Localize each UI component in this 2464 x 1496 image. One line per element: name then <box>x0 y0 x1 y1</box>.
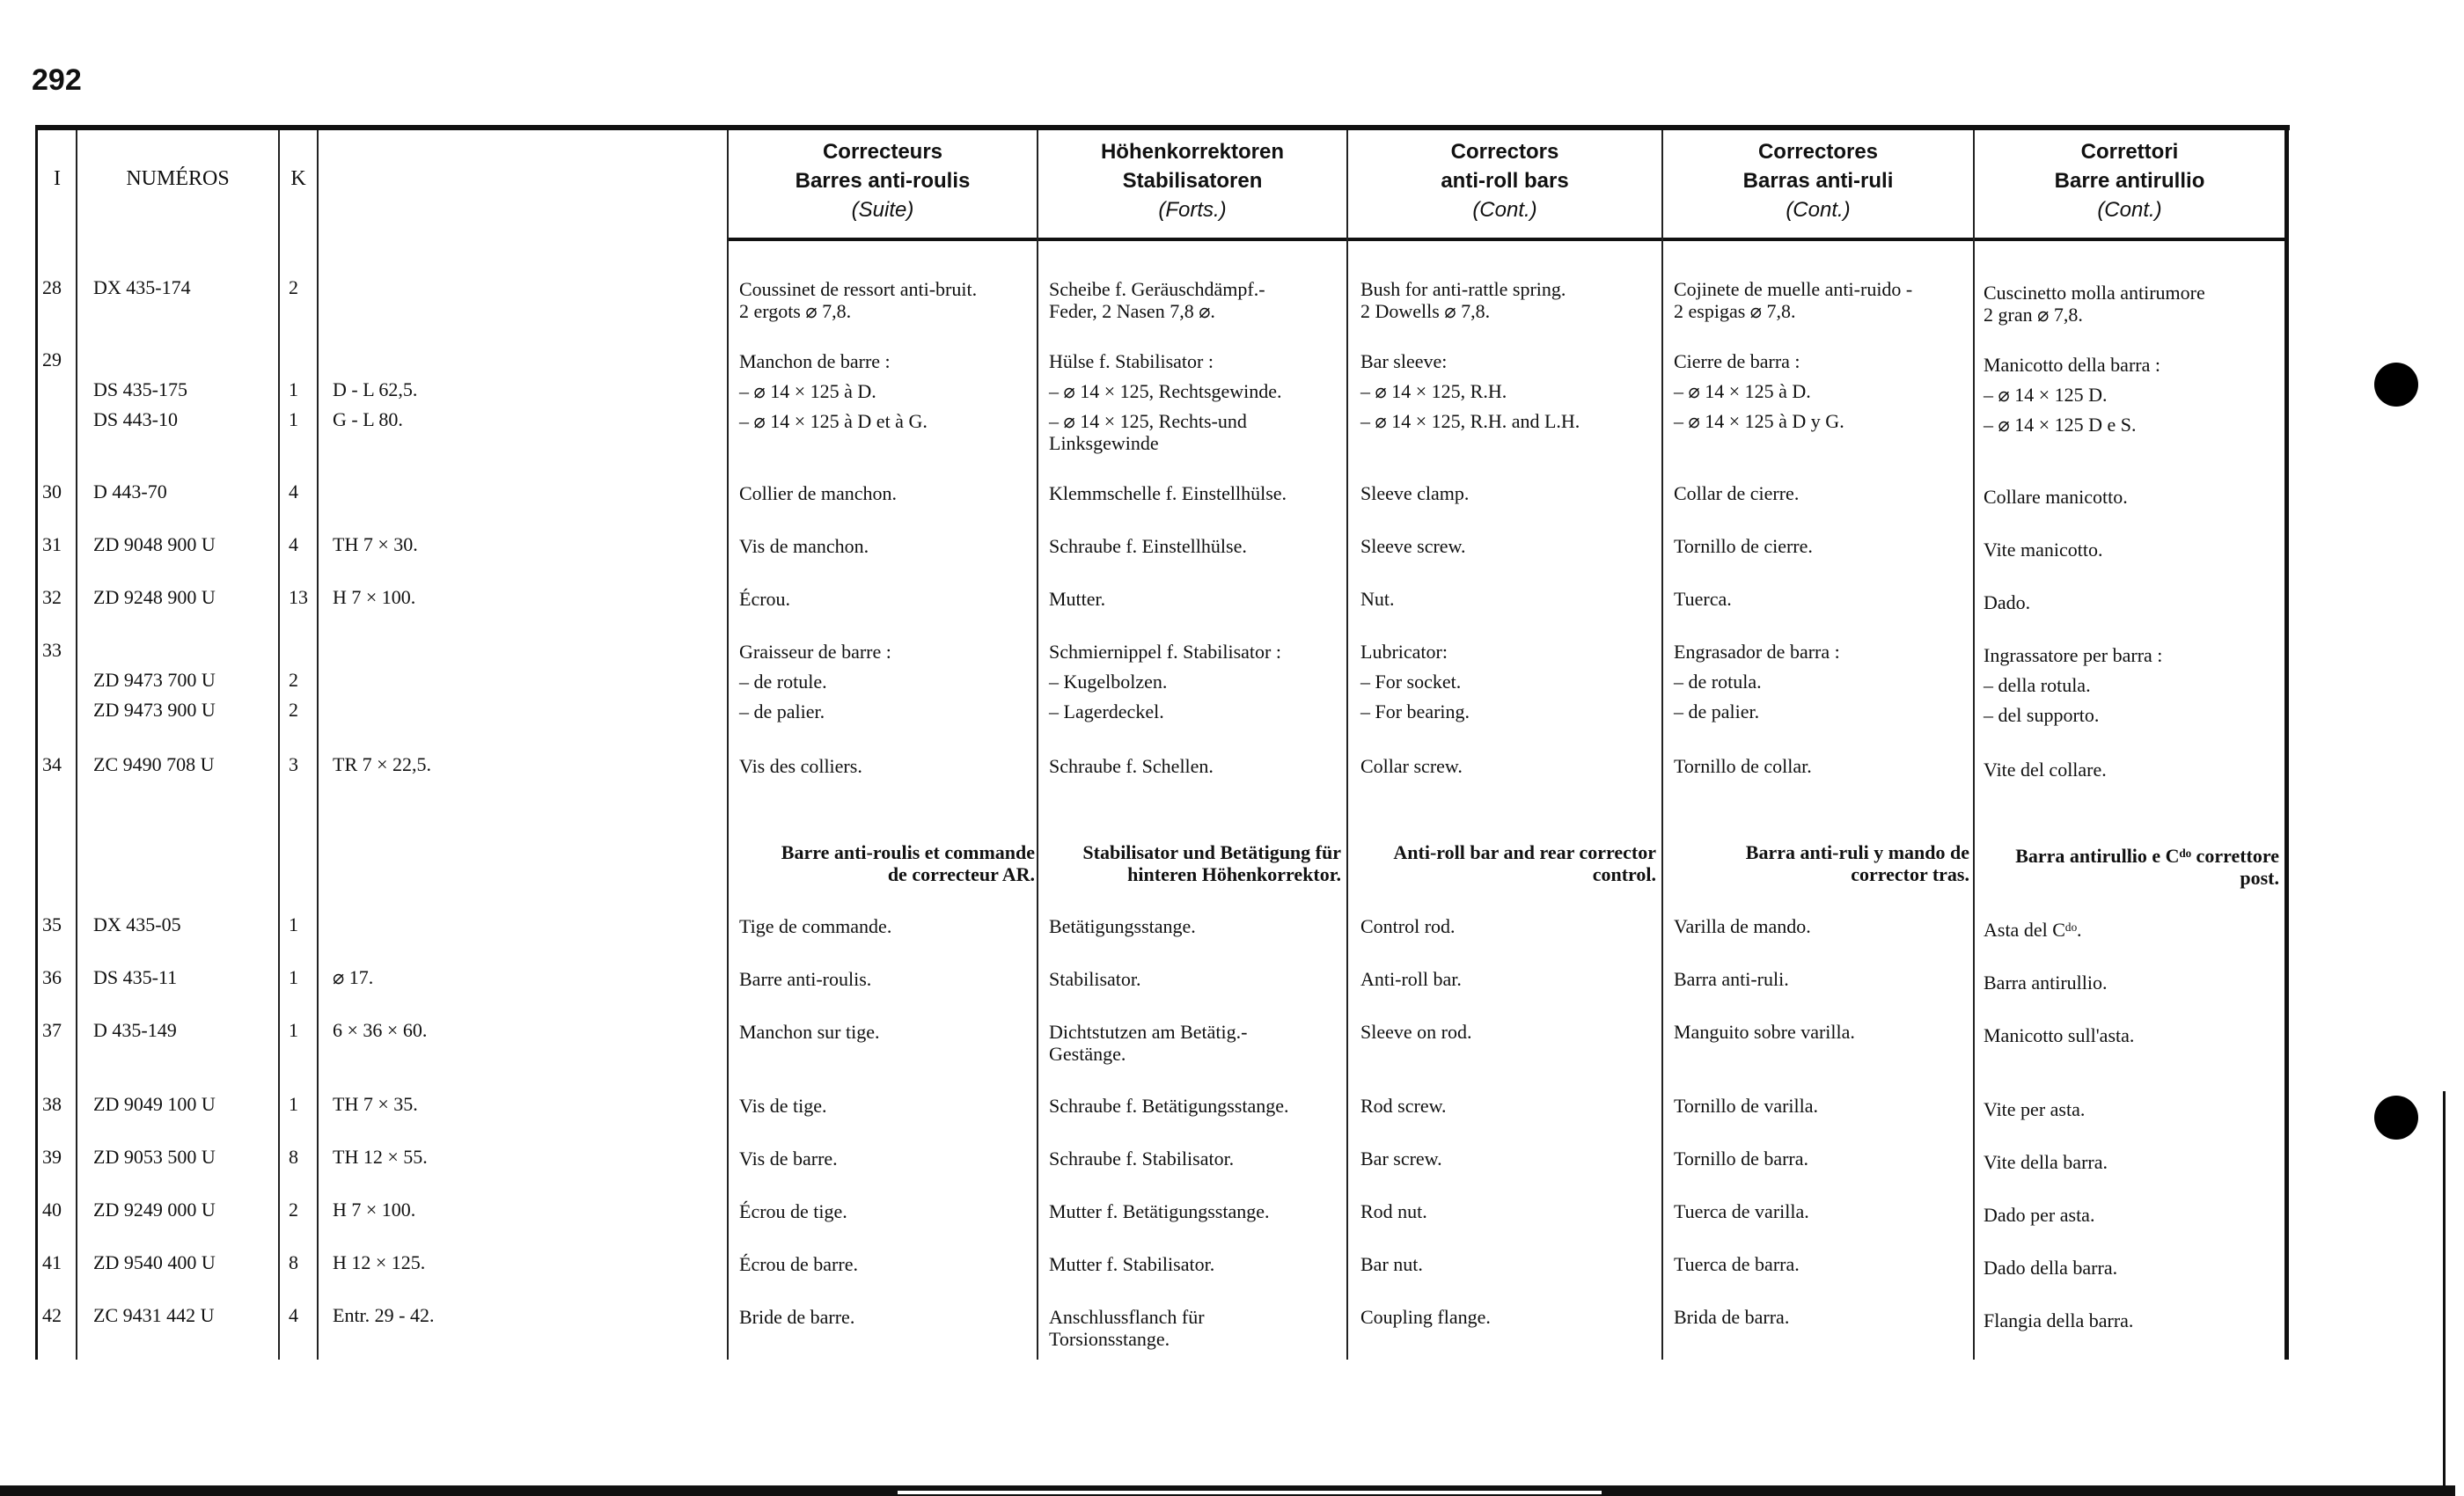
desc-french: Écrou de tige. <box>739 1200 847 1222</box>
desc-spanish: Tornillo de varilla. <box>1674 1095 1819 1117</box>
desc-spanish: Tornillo de barra. <box>1674 1148 1809 1170</box>
desc-italian: Dado. <box>1984 591 2031 613</box>
desc-spanish: Tuerca de varilla. <box>1674 1200 1809 1222</box>
desc-french: Vis de tige. <box>739 1095 827 1117</box>
header-rule <box>729 238 2284 241</box>
desc-french: – de rotule. <box>739 671 827 693</box>
desc-spanish: Barra anti-ruli. <box>1674 968 1789 990</box>
remark: TH 12 × 55. <box>333 1146 428 1168</box>
remark: 6 × 36 × 60. <box>333 1019 428 1041</box>
part-number: DS 435-175 <box>93 378 187 400</box>
desc-spanish: Engrasador de barra : <box>1674 641 1840 663</box>
desc-german: Hülse f. Stabilisator : <box>1049 350 1214 372</box>
desc-italian: – della rotula. <box>1984 674 2091 696</box>
desc-german: Anschlussflanch für Torsionsstange. <box>1049 1306 1205 1350</box>
quantity: 4 <box>289 480 298 502</box>
row-index: 30 <box>42 480 62 502</box>
bottom-bar-gap <box>898 1491 1602 1494</box>
remark: ⌀ 17. <box>333 966 374 988</box>
desc-english: Anti-roll bar. <box>1360 968 1462 990</box>
column-divider <box>727 130 729 1360</box>
part-number: ZD 9249 000 U <box>93 1199 216 1221</box>
quantity: 4 <box>289 1304 298 1326</box>
header-german <box>1038 137 1346 224</box>
column-divider <box>1037 130 1038 1360</box>
desc-french: Bride de barre. <box>739 1306 855 1328</box>
desc-english: Sleeve clamp. <box>1360 482 1470 504</box>
part-number: DS 435-11 <box>93 966 178 988</box>
remark: D - L 62,5. <box>333 378 418 400</box>
row-index: 29 <box>42 348 62 370</box>
part-number: ZC 9490 708 U <box>93 753 215 775</box>
desc-italian: Collare manicotto. <box>1984 486 2128 508</box>
part-number: ZD 9540 400 U <box>93 1251 216 1273</box>
quantity: 1 <box>289 913 298 935</box>
desc-english: Control rod. <box>1360 915 1456 937</box>
desc-french: Écrou. <box>739 588 791 610</box>
column-divider <box>1346 130 1348 1360</box>
desc-german: Mutter f. Stabilisator. <box>1049 1253 1215 1275</box>
desc-german: – ⌀ 14 × 125, Rechtsgewinde. <box>1049 380 1282 402</box>
desc-german: – Lagerdeckel. <box>1049 700 1164 722</box>
desc-italian: Barra antirullio. <box>1984 972 2108 994</box>
desc-german: Mutter. <box>1049 588 1106 610</box>
part-number: DX 435-05 <box>93 913 181 935</box>
remark: Entr. 29 - 42. <box>333 1304 435 1326</box>
header-continued: (Forts.) <box>1158 198 1227 222</box>
part-number: D 443-70 <box>93 480 167 502</box>
row-index: 37 <box>42 1019 62 1041</box>
part-number: ZD 9048 900 U <box>93 533 216 555</box>
desc-german: Betätigungsstange. <box>1049 915 1196 937</box>
desc-spanish: Tornillo de cierre. <box>1674 535 1813 557</box>
column-divider <box>278 130 280 1360</box>
desc-french: – de palier. <box>739 700 825 722</box>
row-index: 32 <box>42 586 62 608</box>
desc-english: Nut. <box>1360 588 1395 610</box>
quantity: 2 <box>289 276 298 298</box>
desc-french: Écrou de barre. <box>739 1253 858 1275</box>
part-number: ZD 9049 100 U <box>93 1093 216 1115</box>
row-index: 33 <box>42 639 62 661</box>
header-title: Correctores <box>1757 140 1879 164</box>
quantity: 4 <box>289 533 298 555</box>
quantity: 1 <box>289 378 298 400</box>
row-index: 35 <box>42 913 62 935</box>
quantity: 2 <box>289 699 298 721</box>
header-subtitle: anti-roll bars <box>1441 169 1569 193</box>
part-number: DS 443-10 <box>93 408 178 430</box>
desc-spanish: – de palier. <box>1674 700 1760 722</box>
desc-german: Schraube f. Schellen. <box>1049 755 1214 777</box>
desc-german: Mutter f. Betätigungsstange. <box>1049 1200 1270 1222</box>
quantity: 1 <box>289 1019 298 1041</box>
remark: H 7 × 100. <box>333 1199 416 1221</box>
quantity: 3 <box>289 753 298 775</box>
desc-english: Sleeve on rod. <box>1360 1021 1472 1043</box>
desc-french: Manchon sur tige. <box>739 1021 880 1043</box>
desc-german: Schraube f. Betätigungsstange. <box>1049 1095 1289 1117</box>
desc-english: Rod screw. <box>1360 1095 1447 1117</box>
page-number: 292 <box>32 63 82 97</box>
header-title: Höhenkorrektoren <box>1100 140 1285 164</box>
desc-italian: Flangia della barra. <box>1984 1309 2134 1331</box>
header-french <box>729 137 1037 224</box>
part-number: ZD 9473 700 U <box>93 669 216 691</box>
quantity: 8 <box>289 1146 298 1168</box>
desc-english: Collar screw. <box>1360 755 1463 777</box>
desc-french: Vis des colliers. <box>739 755 862 777</box>
part-number: DX 435-174 <box>93 276 191 298</box>
desc-italian: Cuscinetto molla antirumore 2 gran ⌀ 7,8. <box>1984 282 2205 326</box>
desc-french: – ⌀ 14 × 125 à D. <box>739 380 876 402</box>
desc-english: Rod nut. <box>1360 1200 1427 1222</box>
desc-german: Schraube f. Einstellhülse. <box>1049 535 1247 557</box>
column-divider <box>317 130 319 1360</box>
desc-spanish: Cojinete de muelle anti-ruido - 2 espigas ⌀ 7,8. <box>1674 278 1913 322</box>
table-top-border <box>35 125 2290 130</box>
desc-spanish: – de rotula. <box>1674 671 1762 693</box>
header-numbers: NUMÉROS <box>126 167 230 190</box>
desc-french: Graisseur de barre : <box>739 641 891 663</box>
punch-hole <box>2374 363 2418 407</box>
desc-english: Bar screw. <box>1360 1148 1442 1170</box>
desc-english: Coupling flange. <box>1360 1306 1491 1328</box>
row-index: 38 <box>42 1093 62 1115</box>
quantity: 2 <box>289 1199 298 1221</box>
header-subtitle: Stabilisatoren <box>1122 169 1263 193</box>
header-qty: K <box>290 167 306 190</box>
desc-italian: Vite del collare. <box>1984 759 2107 781</box>
desc-german: – Kugelbolzen. <box>1049 671 1168 693</box>
part-number: ZD 9473 900 U <box>93 699 216 721</box>
desc-english: Bush for anti-rattle spring. 2 Dowells ⌀ 7,8. <box>1360 278 1566 322</box>
desc-spanish: Tornillo de collar. <box>1674 755 1812 777</box>
desc-german: Scheibe f. Geräuschdämpf.- Feder, 2 Nasen 7,8 ⌀. <box>1049 278 1265 322</box>
desc-english: – ⌀ 14 × 125, R.H. and L.H. <box>1360 410 1580 432</box>
desc-french: – ⌀ 14 × 125 à D et à G. <box>739 410 928 432</box>
punch-hole <box>2374 1096 2418 1140</box>
header-subtitle: Barras anti-ruli <box>1742 169 1894 193</box>
column-divider <box>1661 130 1663 1360</box>
desc-french: Coussinet de ressort anti-bruit. 2 ergots ⌀ 7,8. <box>739 278 978 322</box>
section-heading-italian: Barra antirullio e Cᵈᵒ correttore post. <box>2015 845 2279 889</box>
part-number: ZD 9248 900 U <box>93 586 216 608</box>
row-index: 41 <box>42 1251 62 1273</box>
column-divider <box>1973 130 1975 1360</box>
section-heading-spanish: Barra anti-ruli y mando de corrector tras. <box>1745 841 1969 885</box>
desc-english: Sleeve screw. <box>1360 535 1466 557</box>
row-index: 39 <box>42 1146 62 1168</box>
remark: H 7 × 100. <box>333 586 416 608</box>
table-left-border <box>35 125 38 1360</box>
remark: H 12 × 125. <box>333 1251 426 1273</box>
desc-italian: Dado della barra. <box>1984 1257 2118 1279</box>
remark: G - L 80. <box>333 408 403 430</box>
quantity: 1 <box>289 1093 298 1115</box>
header-continued: (Suite) <box>851 198 914 222</box>
desc-italian: Asta del Cᵈᵒ. <box>1984 919 2082 941</box>
desc-german: Schraube f. Stabilisator. <box>1049 1148 1235 1170</box>
right-margin-line <box>2443 1091 2446 1496</box>
desc-english: – For socket. <box>1360 671 1462 693</box>
desc-italian: Manicotto sull'asta. <box>1984 1024 2135 1046</box>
desc-french: Collier de manchon. <box>739 482 898 504</box>
desc-spanish: Brida de barra. <box>1674 1306 1790 1328</box>
desc-english: Lubricator: <box>1360 641 1448 663</box>
part-number: ZC 9431 442 U <box>93 1304 215 1326</box>
header-continued: (Cont.) <box>2097 198 2162 222</box>
quantity: 1 <box>289 408 298 430</box>
section-heading-french: Barre anti-roulis et commande de correcteur AR. <box>781 841 1035 885</box>
header-italian <box>1975 137 2284 224</box>
desc-spanish: Tuerca. <box>1674 588 1732 610</box>
quantity: 13 <box>289 586 308 608</box>
desc-french: Tige de commande. <box>739 915 892 937</box>
column-divider <box>76 130 77 1360</box>
header-title: Correcteurs <box>822 140 943 164</box>
desc-italian: Ingrassatore per barra : <box>1984 644 2163 666</box>
row-index: 28 <box>42 276 62 298</box>
desc-spanish: Tuerca de barra. <box>1674 1253 1800 1275</box>
remark: TH 7 × 35. <box>333 1093 418 1115</box>
header-title: Correttori <box>2080 140 2179 164</box>
desc-italian: – ⌀ 14 × 125 D. <box>1984 384 2108 406</box>
remark: TH 7 × 30. <box>333 533 418 555</box>
desc-french: Vis de manchon. <box>739 535 869 557</box>
desc-english: – For bearing. <box>1360 700 1470 722</box>
desc-spanish: Varilla de mando. <box>1674 915 1811 937</box>
quantity: 8 <box>289 1251 298 1273</box>
desc-english: – ⌀ 14 × 125, R.H. <box>1360 380 1507 402</box>
header-continued: (Cont.) <box>1786 198 1851 222</box>
desc-french: Barre anti-roulis. <box>739 968 872 990</box>
row-index: 36 <box>42 966 62 988</box>
desc-french: Vis de barre. <box>739 1148 838 1170</box>
quantity: 2 <box>289 669 298 691</box>
desc-italian: – ⌀ 14 × 125 D e S. <box>1984 414 2137 436</box>
desc-spanish: – ⌀ 14 × 125 à D. <box>1674 380 1811 402</box>
desc-german: – ⌀ 14 × 125, Rechts-und Linksgewinde <box>1049 410 1247 454</box>
desc-italian: Dado per asta. <box>1984 1204 2095 1226</box>
section-heading-german: Stabilisator und Betätigung für hinteren Höhenkorrektor. <box>1082 841 1341 885</box>
desc-italian: Vite manicotto. <box>1984 539 2103 561</box>
header-spanish <box>1663 137 1973 224</box>
desc-german: Dichtstutzen am Betätig.- Gestänge. <box>1049 1021 1248 1065</box>
part-number: ZD 9053 500 U <box>93 1146 216 1168</box>
desc-italian: Vite della barra. <box>1984 1151 2108 1173</box>
desc-german: Schmiernippel f. Stabilisator : <box>1049 641 1281 663</box>
desc-italian: Manicotto della barra : <box>1984 354 2160 376</box>
desc-italian: Vite per asta. <box>1984 1098 2086 1120</box>
header-subtitle: Barres anti-roulis <box>795 169 971 193</box>
header-continued: (Cont.) <box>1472 198 1537 222</box>
header-index: I <box>54 167 61 190</box>
header-subtitle: Barre antirullio <box>2054 169 2205 193</box>
part-number: D 435-149 <box>93 1019 177 1041</box>
section-heading-english: Anti-roll bar and rear corrector control. <box>1393 841 1656 885</box>
remark: TR 7 × 22,5. <box>333 753 432 775</box>
desc-german: Stabilisator. <box>1049 968 1141 990</box>
desc-english: Bar sleeve: <box>1360 350 1448 372</box>
row-index: 42 <box>42 1304 62 1326</box>
desc-english: Bar nut. <box>1360 1253 1423 1275</box>
desc-spanish: Cierre de barra : <box>1674 350 1800 372</box>
row-index: 34 <box>42 753 62 775</box>
desc-spanish: – ⌀ 14 × 125 à D y G. <box>1674 410 1844 432</box>
row-index: 40 <box>42 1199 62 1221</box>
header-title: Correctors <box>1450 140 1559 164</box>
desc-spanish: Manguito sobre varilla. <box>1674 1021 1855 1043</box>
desc-spanish: Collar de cierre. <box>1674 482 1800 504</box>
quantity: 1 <box>289 966 298 988</box>
desc-german: Klemmschelle f. Einstellhülse. <box>1049 482 1287 504</box>
table-right-border <box>2284 125 2289 1360</box>
header-english <box>1348 137 1661 224</box>
desc-italian: – del supporto. <box>1984 704 2100 726</box>
desc-french: Manchon de barre : <box>739 350 891 372</box>
row-index: 31 <box>42 533 62 555</box>
